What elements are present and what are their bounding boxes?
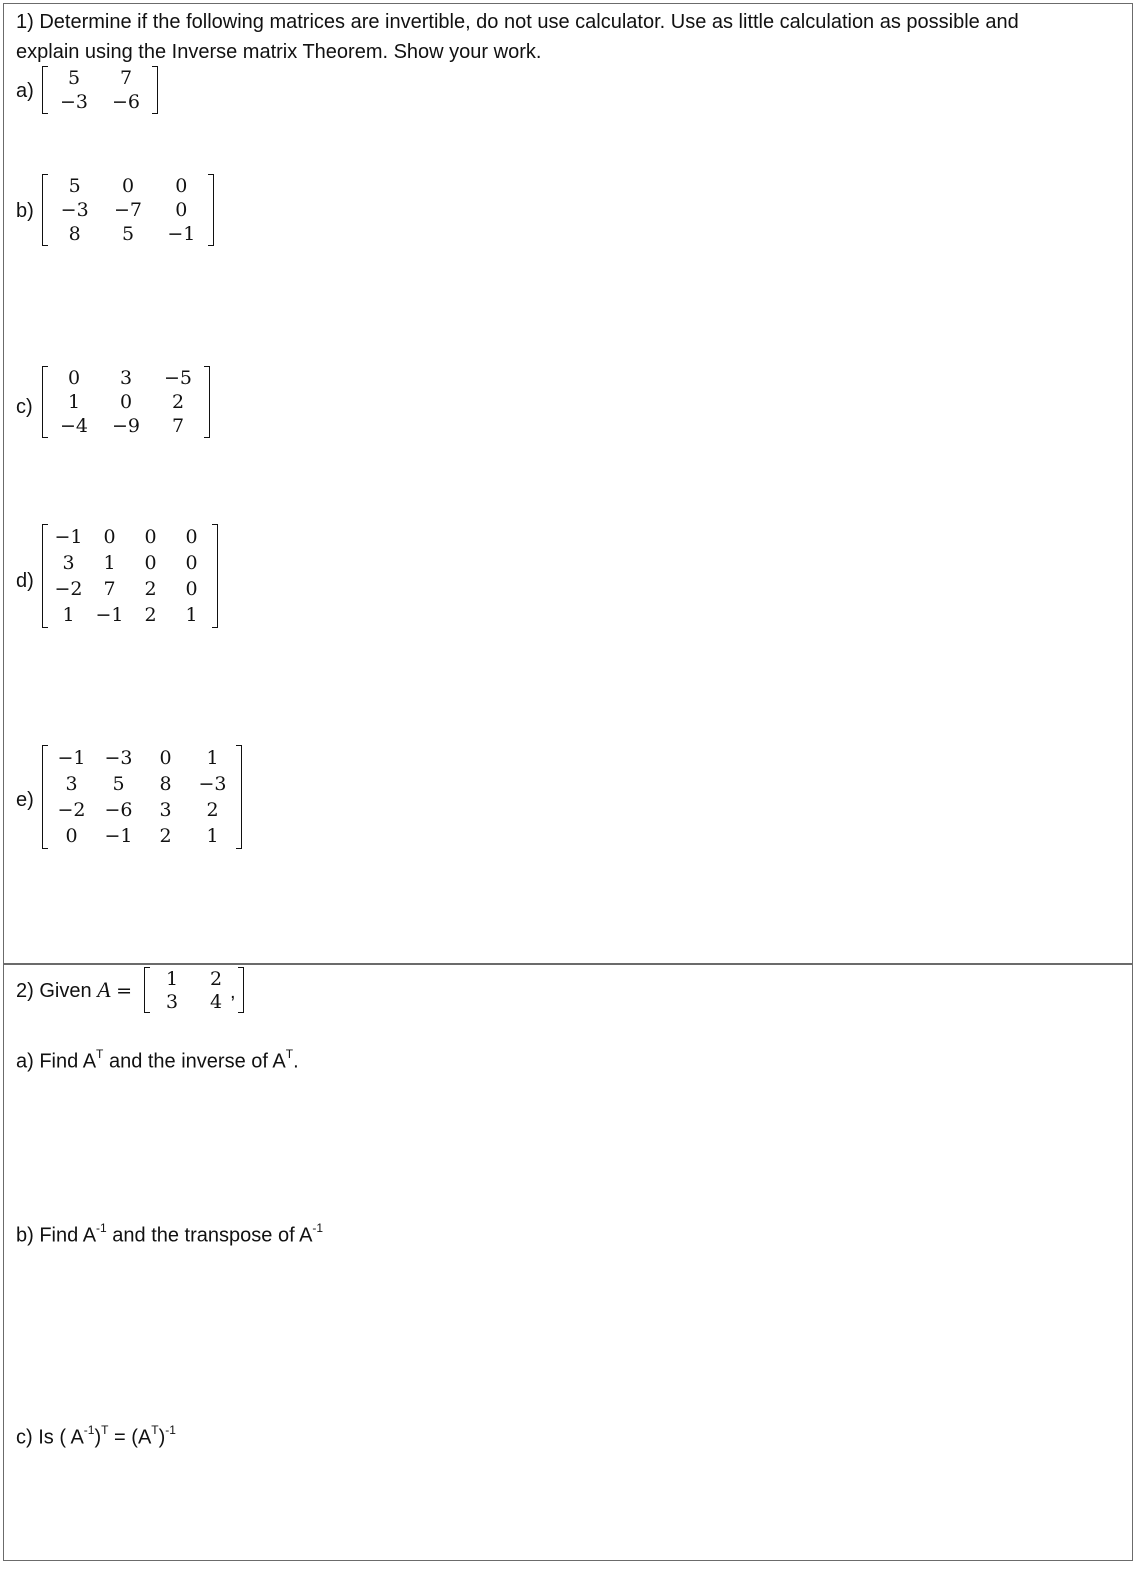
q2-variable: A xyxy=(97,977,111,1002)
matrix-cell: 3 xyxy=(119,367,133,389)
matrix-cell: 1 xyxy=(185,604,198,626)
matrix-cell: 2 xyxy=(206,799,219,821)
matrix-cell: 0 xyxy=(185,552,198,574)
matrix-cell: −3 xyxy=(60,199,89,221)
matrix-cell: 1 xyxy=(206,825,219,847)
part-e-label: e) xyxy=(16,789,34,811)
matrix-cell: −1 xyxy=(57,747,86,769)
matrix-cell: −7 xyxy=(113,199,142,221)
matrix-cell: −5 xyxy=(163,367,192,389)
q2-prefix: 2) Given xyxy=(16,980,92,1002)
matrix-cell: 0 xyxy=(175,199,188,221)
q2-comma: , xyxy=(230,981,236,1003)
matrix-cell: 5 xyxy=(112,773,125,795)
q2-given-line xyxy=(16,976,132,1005)
matrix-cell: 3 xyxy=(159,799,172,821)
matrix-cell: 1 xyxy=(206,747,219,769)
matrix-a xyxy=(42,66,158,114)
matrix-cell: 2 xyxy=(171,391,185,413)
matrix-cell: 0 xyxy=(175,175,188,197)
matrix-cell: −6 xyxy=(104,799,133,821)
matrix-cell: 0 xyxy=(65,825,78,847)
matrix-cell: −3 xyxy=(104,747,133,769)
matrix-b xyxy=(42,174,214,246)
matrix-cell: 7 xyxy=(103,578,116,600)
matrix-cell: 1 xyxy=(62,604,75,626)
matrix-cell: 4 xyxy=(209,990,223,1013)
matrix-cell: −1 xyxy=(54,526,83,548)
matrix-cell: −1 xyxy=(95,604,124,626)
part-d-label: d) xyxy=(16,570,34,592)
q2-part-c: c) Is ( $A^{-1})^T = (A^T)^{-1}$ xyxy=(16,1423,176,1449)
right-bracket xyxy=(204,366,210,438)
right-bracket xyxy=(236,745,242,849)
matrix-cell: 2 xyxy=(144,578,157,600)
matrix-cell: 5 xyxy=(68,175,81,197)
matrix-c xyxy=(42,366,210,438)
matrix-cell: 3 xyxy=(62,552,75,574)
part-b-label: b) xyxy=(16,200,34,222)
matrix-cell: 0 xyxy=(67,367,81,389)
matrix-cell: 0 xyxy=(144,526,157,548)
matrix-d xyxy=(42,524,218,628)
matrix-e xyxy=(42,745,242,849)
q2-part-b: b) Find $A^{-1}$ and the transpose of $A^{-1}$ xyxy=(16,1221,324,1247)
matrix-cell: 1 xyxy=(103,552,116,574)
matrix-cell: 8 xyxy=(159,773,172,795)
matrix-cell: 7 xyxy=(119,67,133,89)
matrix-cell: 3 xyxy=(165,990,179,1013)
q1-instructions-line-1: 1) Determine if the following matrices are invertible, do not use calculator. Use as little calculation as possible and xyxy=(16,11,1019,33)
right-bracket xyxy=(208,174,214,246)
part-a-label: a) xyxy=(16,80,34,102)
matrix-cell: 0 xyxy=(185,526,198,548)
q2-equals: = xyxy=(116,980,133,1002)
matrix-cell: 0 xyxy=(119,391,133,413)
right-bracket xyxy=(238,967,244,1013)
q2-part-a: a) Find $A^T$ and the inverse of $A^T$. xyxy=(16,1047,299,1073)
matrix-cell: 3 xyxy=(65,773,78,795)
matrix-cell: 2 xyxy=(159,825,172,847)
part-c-label: c) xyxy=(16,396,33,418)
matrix-A xyxy=(144,967,244,1013)
question-1-section xyxy=(3,3,1133,965)
matrix-cell: 2 xyxy=(209,967,223,990)
matrix-cell: −1 xyxy=(104,825,133,847)
matrix-cell: 5 xyxy=(121,223,135,245)
matrix-cell: −2 xyxy=(54,578,83,600)
matrix-cell: 0 xyxy=(103,526,116,548)
right-bracket xyxy=(212,524,218,628)
matrix-cell: −3 xyxy=(198,773,227,795)
matrix-cell: 8 xyxy=(68,223,81,245)
matrix-cell: 5 xyxy=(67,67,81,89)
right-bracket xyxy=(152,66,158,114)
question-2-section xyxy=(3,963,1133,1561)
matrix-cell: 2 xyxy=(144,604,157,626)
matrix-cell: 0 xyxy=(185,578,198,600)
matrix-cell: 1 xyxy=(165,967,179,990)
matrix-cell: −3 xyxy=(59,91,88,113)
matrix-cell: 1 xyxy=(67,391,81,413)
matrix-cell: −2 xyxy=(57,799,86,821)
matrix-cell: −9 xyxy=(111,415,140,437)
matrix-cell: −6 xyxy=(111,91,140,113)
q1-instructions-line-2: explain using the Inverse matrix Theorem. Show your work. xyxy=(16,41,542,63)
matrix-cell: 7 xyxy=(171,415,185,437)
matrix-cell: 0 xyxy=(159,747,172,769)
matrix-cell: −4 xyxy=(59,415,88,437)
matrix-cell: 0 xyxy=(121,175,135,197)
matrix-cell: −1 xyxy=(167,223,196,245)
matrix-cell: 0 xyxy=(144,552,157,574)
